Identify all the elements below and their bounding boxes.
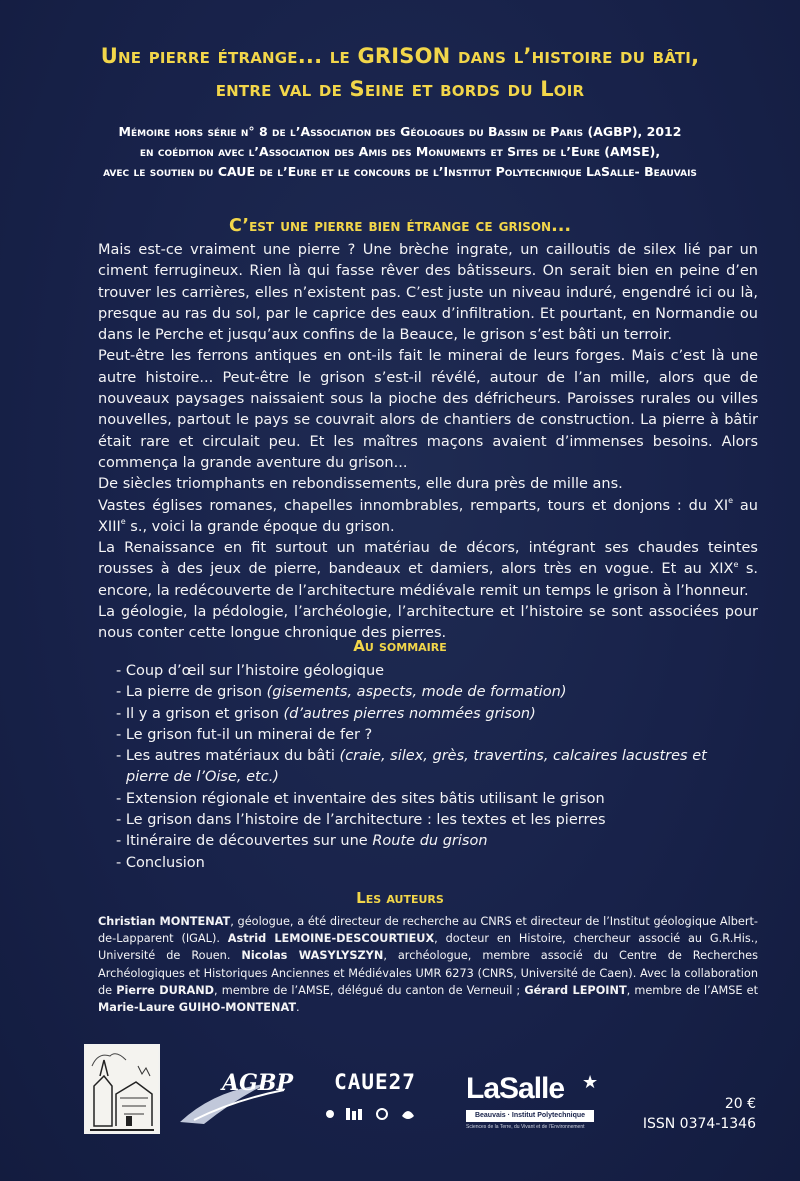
toc-item: - Coup d’œil sur l’histoire géologique [116, 663, 385, 679]
issn: ISSN 0374-1346 [642, 1116, 756, 1132]
publication-line1: Mémoire hors série n° 8 de l’Association des Géologues du Bassin de Paris (AGBP), 2012 [118, 124, 682, 139]
authors-text: Christian MONTENAT, géologue, a été directeur de recherche au CNRS et directeur de l’Institut géologique Albert-de-Lapparent (IGAL). Astrid LEMOINE-DESCOURTIEUX, docteur en Histoire, chercheur associé au G.R.His., Université de Rouen. Nicolas WASYLYSZYN, archéologue, membre associé du Centre de Recherches Archéologiques et Historiques Anciennes et Médiévales UMR 6273 (CNRS, Université de Caen). Avec la collaboration de Pierre DURAND, membre de l’AMSE, délégué du canton de Verneuil ; Gérard LEPOINT, membre de l’AMSE et Marie-Laure GUIHO-MONTENAT. [98, 915, 759, 1015]
main-title-line2: entre val de Seine et bords du Loir [215, 77, 585, 101]
intro-paragraph-5: La Renaissance en fit surtout un matériau de décors, intégrant ses chaudes teintes rousses à des jeux de pierre, bandeaux et damiers, alors très en vogue. Et au XIXe s. encore, la redécouverte de l’architecture médiévale remit un temps le grison à l’honneur. [98, 540, 758, 599]
toc-item: - Les autres matériaux du bâti (craie, silex, grès, travertins, calcaires lacustres et pierre de l’Oise, etc.) [116, 748, 707, 786]
intro-text [98, 240, 758, 645]
lasalle-tagline: Sciences de la Terre, du Vivant et de l’Environnement [466, 1124, 585, 1130]
lasalle-subtitle-bar: Beauvais · Institut Polytechnique [466, 1110, 594, 1122]
svg-text:AGBP: AGBP [222, 1070, 293, 1096]
lasalle-logo-text: LaSalle [466, 1072, 565, 1105]
sommaire-heading: Au sommaire [353, 637, 447, 655]
table-of-contents [116, 661, 736, 874]
amse-logo [84, 1044, 160, 1134]
main-title-line1: Une pierre étrange... le GRISON dans l’histoire du bâti, [100, 44, 700, 68]
intro-paragraph-6: La géologie, la pédologie, l’archéologie, l’architecture et l’histoire se sont associées pour nous conter cette longue chronique des pierres. [98, 604, 758, 642]
intro-paragraph-3: De siècles triomphants en rebondissements, elle dura près de mille ans. [98, 476, 623, 493]
main-title [20, 40, 780, 106]
auteurs-heading: Les auteurs [356, 889, 444, 907]
intro-heading: C’est une pierre bien étrange ce grison... [228, 216, 572, 236]
price: 20 € [724, 1096, 756, 1112]
agbp-swoosh-icon [174, 1060, 294, 1130]
toc-item: - Itinéraire de découvertes sur une Route du grison [116, 833, 488, 850]
toc-item: - La pierre de grison (gisements, aspects, mode de formation) [116, 684, 567, 701]
toc-item: - Extension régionale et inventaire des sites bâtis utilisant le grison [116, 790, 605, 807]
toc-item: - Le grison dans l’histoire de l’architecture : les textes et les pierres [116, 812, 606, 829]
toc-item: - Le grison fut-il un minerai de fer ? [116, 726, 373, 743]
price-block [596, 1094, 756, 1134]
intro-paragraph-4: Vastes églises romanes, chapelles innombrables, remparts, tours et donjons : du XIe au XIIIe s., voici la grande époque du grison. [98, 495, 758, 535]
intro-paragraph-1: Mais est-ce vraiment une pierre ? Une brèche ingrate, un cailloutis de silex lié par un ciment ferrugineux. Rien là qui fasse rêver des bâtisseurs. On serait bien en peine d’en trouver les carrières, elles n’existent pas. C’est juste un niveau induré, engendré ici ou là, presque au ras du sol, par le caprice des eaux d’infiltration. Et pourtant, en Normandie ou dans le Perche et jusqu’aux confins de la Beauce, le grison s’est bâti un terroir. [98, 242, 758, 344]
toc-item: - Conclusion [116, 854, 205, 871]
lasalle-logo [466, 1072, 602, 1140]
amse-engraving-icon [86, 1046, 158, 1132]
agbp-logo [174, 1060, 294, 1130]
publication-line2: en coédition avec l’Association des Amis des Monuments et Sites de l’Eure (AMSE), [139, 144, 661, 159]
publication-info [20, 122, 780, 182]
caue27-logo-text: CAUE27 [334, 1070, 416, 1094]
toc-item: - Il y a grison et grison (d’autres pierres nommées grison) [116, 705, 536, 722]
caue-pictograms-icon [320, 1106, 430, 1122]
intro-paragraph-2: Peut-être les ferrons antiques en ont-ils fait le minerai de leurs forges. Mais c’est là une autre histoire... Peut-être le grison s’est-il révélé, autour de l’an mille, alors que de nouveaux paysages naissaient sous la pioche des défricheurs. Paroisses rurales ou villes nouvelles, partout le pays se couvrait alors de chantiers de construction. La pierre à bâtir était rare et circulait peu. Et les maîtres maçons avaient d’immenses besoins. Alors commença la grande aventure du grison... [98, 348, 758, 471]
caue27-logo [320, 1070, 430, 1130]
star-icon: ★ [582, 1072, 599, 1092]
publication-line3: avec le soutien du CAUE de l’Eure et le concours de l’Institut Polytechnique LaSalle- Beauvais [103, 164, 697, 179]
